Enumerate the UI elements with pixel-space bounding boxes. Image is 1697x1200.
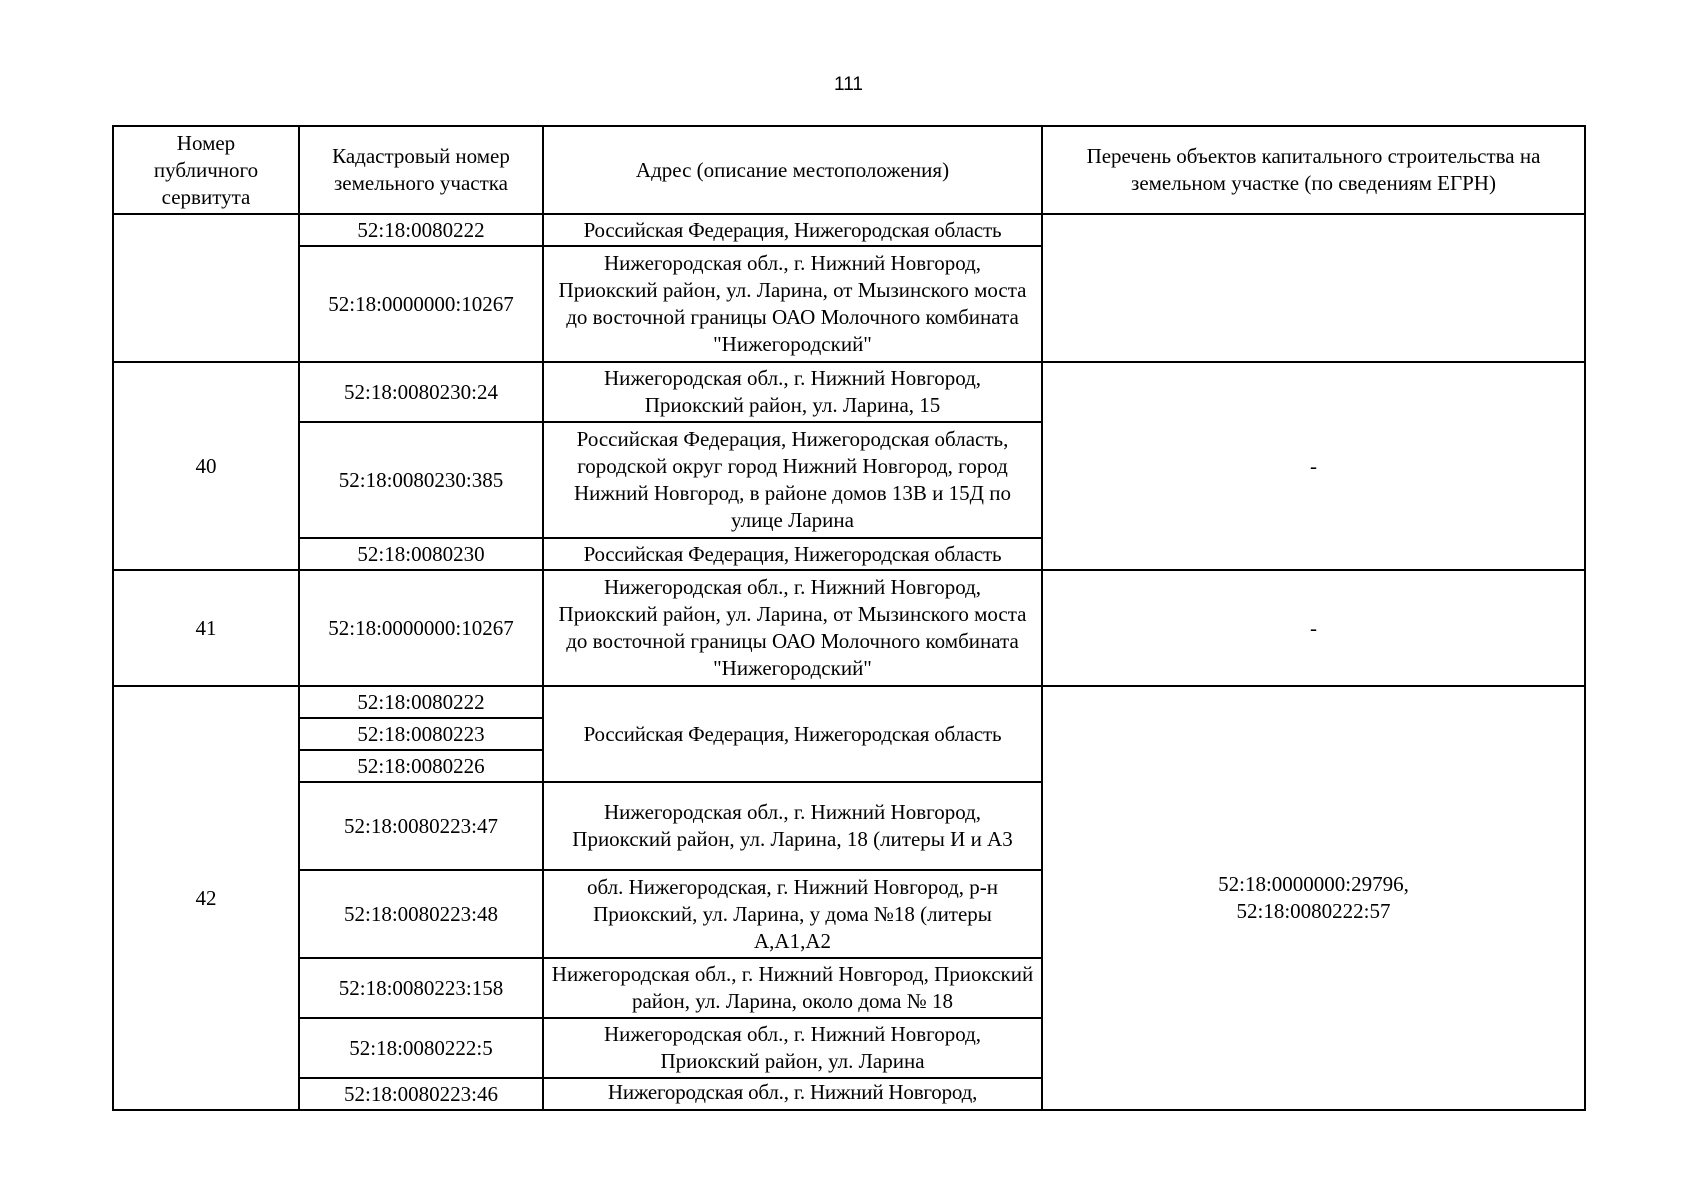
header-address: Адрес (описание местоположения) [543,126,1042,214]
page-number: 111 [834,74,863,95]
header-servitude-number: Номер публичного сервитута [113,126,299,214]
cadastral-cell: 52:18:0080222:5 [299,1018,543,1078]
address-cell: Нижегородская обл., г. Нижний Новгород, Приокский район, ул. Ларина, от Мызинского моста до восточной границы ОАО Молочного комбината "Нижегородский" [543,246,1042,362]
cadastral-cell: 52:18:0000000:10267 [299,246,543,362]
table-header-row [113,126,1585,214]
cadastral-cell: 52:18:0080222 [299,214,543,246]
cadastral-cell: 52:18:0080230 [299,538,543,570]
header-objects: Перечень объектов капитального строительства на земельном участке (по сведениям ЕГРН) [1042,126,1585,214]
table-row [113,686,1585,718]
table-row [113,362,1585,422]
address-cell: Нижегородская обл., г. Нижний Новгород, Приокский район, ул. Ларина, около дома № 18 [543,958,1042,1018]
cadastral-cell: 52:18:0080223:158 [299,958,543,1018]
cadastral-cell: 52:18:0080226 [299,750,543,782]
address-cell: Российская Федерация, Нижегородская область, городской округ город Нижний Новгород, город Нижний Новгород, в районе домов 13В и 15Д по улице Ларина [543,422,1042,538]
objects-cell [1042,214,1585,362]
cadastral-cell: 52:18:0080222 [299,686,543,718]
table-row [113,570,1585,686]
cadastral-cell: 52:18:0080230:385 [299,422,543,538]
address-cell: Нижегородская обл., г. Нижний Новгород, Приокский район, ул. Ларина, 15 [543,362,1042,422]
cadastral-cell: 52:18:0080230:24 [299,362,543,422]
objects-cell: - [1042,570,1585,686]
address-cell: Российская Федерация, Нижегородская область [543,686,1042,782]
objects-cell: - [1042,362,1585,570]
cadastral-cell: 52:18:0000000:10267 [299,570,543,686]
servitude-number-cell: 40 [113,362,299,570]
address-cell: Нижегородская обл., г. Нижний Новгород, Приокский район, ул. Ларина, от Мызинского моста до восточной границы ОАО Молочного комбината "Нижегородский" [543,570,1042,686]
header-cadastral-number: Кадастровый номер земельного участка [299,126,543,214]
address-cell: обл. Нижегородская, г. Нижний Новгород, р-н Приокский, ул. Ларина, у дома №18 (литеры А,А1,А2 [543,870,1042,958]
address-cell: Нижегородская обл., г. Нижний Новгород, [543,1078,1042,1110]
servitude-number-cell: 41 [113,570,299,686]
address-cell: Нижегородская обл., г. Нижний Новгород, Приокский район, ул. Ларина [543,1018,1042,1078]
servitude-number-cell [113,214,299,362]
servitude-number-cell: 42 [113,686,299,1110]
servitude-table [112,125,1586,1111]
cadastral-cell: 52:18:0080223:46 [299,1078,543,1110]
address-cell: Российская Федерация, Нижегородская область [543,538,1042,570]
address-cell: Российская Федерация, Нижегородская область [543,214,1042,246]
address-cell: Нижегородская обл., г. Нижний Новгород, Приокский район, ул. Ларина, 18 (литеры И и А3 [543,782,1042,870]
cadastral-cell: 52:18:0080223:48 [299,870,543,958]
cadastral-cell: 52:18:0080223:47 [299,782,543,870]
cadastral-cell: 52:18:0080223 [299,718,543,750]
objects-cell: 52:18:0000000:29796, 52:18:0080222:57 [1042,686,1585,1110]
table-row [113,214,1585,246]
